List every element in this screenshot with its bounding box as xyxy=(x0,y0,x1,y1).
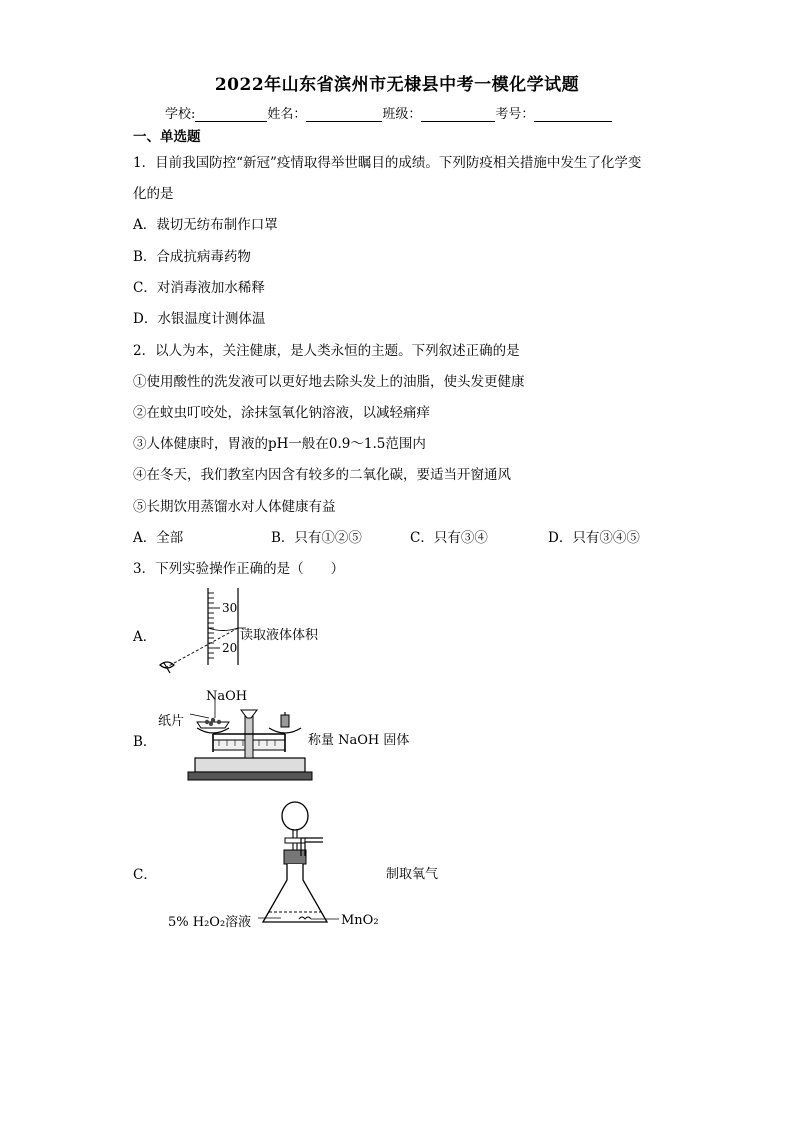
number-field[interactable] xyxy=(534,107,612,122)
oxygen-apparatus-figure xyxy=(255,800,355,930)
school-label: 学校: xyxy=(165,107,196,122)
mno2-label: MnO₂ xyxy=(341,913,379,928)
q1-option-b[interactable]: B．合成抗病毒药物 xyxy=(133,249,251,265)
q1-stem-line1: 1．目前我国防控“新冠”疫情取得举世瞩目的成绩。下列防疫相关措施中发生了化学变 xyxy=(133,155,642,171)
q3-option-c-label[interactable]: C． xyxy=(133,867,157,883)
q2-item-2: ②在蚊虫叮咬处，涂抹氢氧化钠溶液，以减轻痛痒 xyxy=(133,405,430,421)
paper-label: 纸片 xyxy=(158,714,185,729)
tick-20: 20 xyxy=(222,641,238,655)
q2-item-1: ①使用酸性的洗发液可以更好地去除头发上的油脂，使头发更健康 xyxy=(133,374,525,390)
class-field[interactable] xyxy=(421,107,495,122)
q3-option-a-caption: 读取液体体积 xyxy=(240,628,319,643)
page-title: 2022年山东省滨州市无棣县中考一模化学试题 xyxy=(214,75,580,95)
q1-option-c[interactable]: C．对消毒液加水稀释 xyxy=(133,280,265,296)
q2-option-c[interactable]: C．只有③④ xyxy=(410,530,488,546)
q3-option-c-caption: 制取氧气 xyxy=(386,867,439,882)
q2-option-b[interactable]: B．只有①②⑤ xyxy=(271,530,362,546)
q2-item-4: ④在冬天，我们教室内因含有较多的二氧化碳，要适当开窗通风 xyxy=(133,467,511,483)
q3-option-b-caption: 称量 NaOH 固体 xyxy=(308,733,410,748)
name-field[interactable] xyxy=(306,107,382,122)
name-label: 姓名： xyxy=(267,107,307,122)
q3-stem: 3．下列实验操作正确的是（ ） xyxy=(133,561,345,577)
class-label: 班级： xyxy=(382,107,422,122)
number-label: 考号： xyxy=(495,107,535,122)
q2-stem: 2．以人为本，关注健康，是人类永恒的主题。下列叙述正确的是 xyxy=(133,343,520,359)
naoh-label: NaOH xyxy=(206,689,248,704)
q2-item-5: ⑤长期饮用蒸馏水对人体健康有益 xyxy=(133,499,336,515)
q1-option-a[interactable]: A．裁切无纺布制作口罩 xyxy=(133,217,278,233)
q2-option-d[interactable]: D．只有③④⑤ xyxy=(548,530,640,546)
q1-stem-line2: 化的是 xyxy=(133,186,174,202)
student-info-row xyxy=(165,103,612,122)
q2-item-3: ③人体健康时，胃液的pH一般在0.9～1.5范围内 xyxy=(133,436,426,452)
balance-figure xyxy=(185,700,315,785)
q3-option-a-label[interactable]: A． xyxy=(133,629,157,645)
school-field[interactable] xyxy=(195,107,267,122)
eye-icon xyxy=(160,662,174,673)
q1-option-d[interactable]: D．水银温度计测体温 xyxy=(133,311,266,327)
tick-30: 30 xyxy=(222,601,238,615)
section-heading: 一、单选题 xyxy=(133,129,201,145)
q2-option-a[interactable]: A．全部 xyxy=(133,530,184,546)
q3-option-b-label[interactable]: B． xyxy=(133,734,157,750)
h2o2-label: 5% H₂O₂溶液 xyxy=(168,915,252,930)
